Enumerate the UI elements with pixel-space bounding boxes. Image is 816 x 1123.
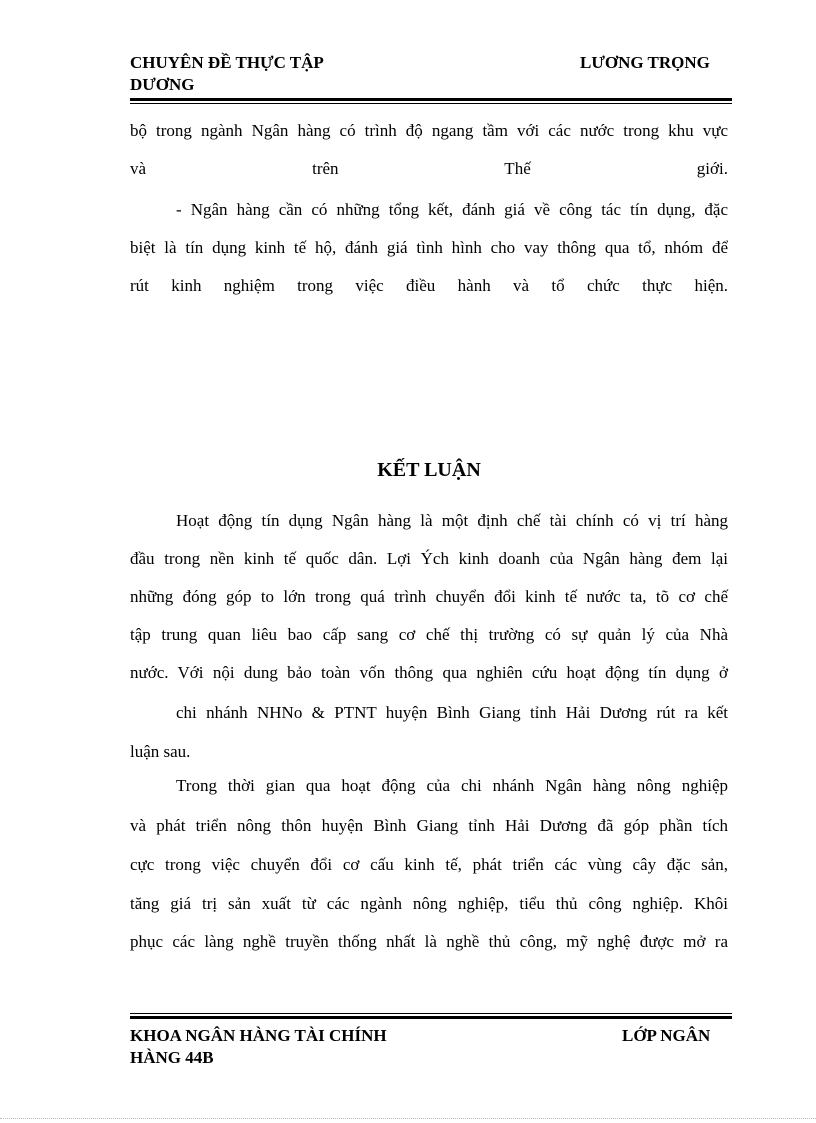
paragraph-line: phục các làng nghề truyền thống nhất là nghề thủ công, mỹ nghệ được mở ra	[130, 932, 728, 951]
footer-faculty: KHOA NGÂN HÀNG TÀI CHÍNH	[130, 1026, 387, 1045]
header-rule	[130, 98, 732, 104]
paragraph-line: và trên Thế giới.	[130, 159, 728, 178]
paragraph-line: Trong thời gian qua hoạt động của chi nhánh Ngân hàng nông nghiệp	[176, 776, 728, 795]
paragraph-line: cực trong việc chuyển đổi cơ cấu kinh tế, phát triển các vùng cây đặc sản,	[130, 855, 728, 874]
section-heading: KẾT LUẬN	[377, 459, 481, 481]
page-footer	[130, 1025, 732, 1069]
paragraph-line: và phát triển nông thôn huyện Bình Giang tỉnh Hải Dương đã góp phần tích	[130, 816, 728, 835]
page-header	[130, 52, 732, 96]
header-author-continued: DƯƠNG	[130, 75, 195, 94]
paragraph-line: chi nhánh NHNo & PTNT huyện Bình Giang tỉnh Hải Dương rút ra kết	[176, 703, 728, 722]
paragraph-line: Hoạt động tín dụng Ngân hàng là một định chế tài chính có vị trí hàng	[176, 511, 728, 530]
paragraph-line: luận sau.	[130, 742, 191, 761]
header-topic: CHUYÊN ĐỀ THỰC TẬP	[130, 53, 324, 72]
footer-class: LỚP NGÂN	[622, 1026, 711, 1045]
paragraph-line: - Ngân hàng cần có những tổng kết, đánh giá về công tác tín dụng, đặc	[176, 200, 728, 219]
paragraph-line: bộ trong ngành Ngân hàng có trình độ ngang tầm với các nước trong khu vực	[130, 121, 728, 140]
footer-rule	[130, 1013, 732, 1019]
paragraph-line: đầu trong nền kinh tế quốc dân. Lợi Ých kinh doanh của Ngân hàng đem lại	[130, 549, 728, 568]
paragraph-line: tăng giá trị sản xuất từ các ngành nông nghiệp, tiểu thủ công nghiệp. Khôi	[130, 894, 728, 913]
page-edge	[0, 1118, 816, 1119]
footer-class-continued: HÀNG 44B	[130, 1048, 214, 1067]
paragraph-line: nước. Với nội dung bảo toàn vốn thông qua nghiên cứu hoạt động tín dụng ở	[130, 663, 728, 682]
paragraph-line: những đóng góp to lớn trong quá trình chuyển đổi kinh tế nước ta, tõ cơ chế	[130, 587, 728, 606]
paragraph-line: rút kinh nghiệm trong việc điều hành và tổ chức thực hiện.	[130, 276, 728, 295]
paragraph-line: tập trung quan liêu bao cấp sang cơ chế thị trường có sự quản lý của Nhà	[130, 625, 728, 644]
header-author: LƯƠNG TRỌNG	[580, 53, 710, 72]
paragraph-line: biệt là tín dụng kinh tế hộ, đánh giá tình hình cho vay thông qua tổ, nhóm để	[130, 238, 728, 257]
